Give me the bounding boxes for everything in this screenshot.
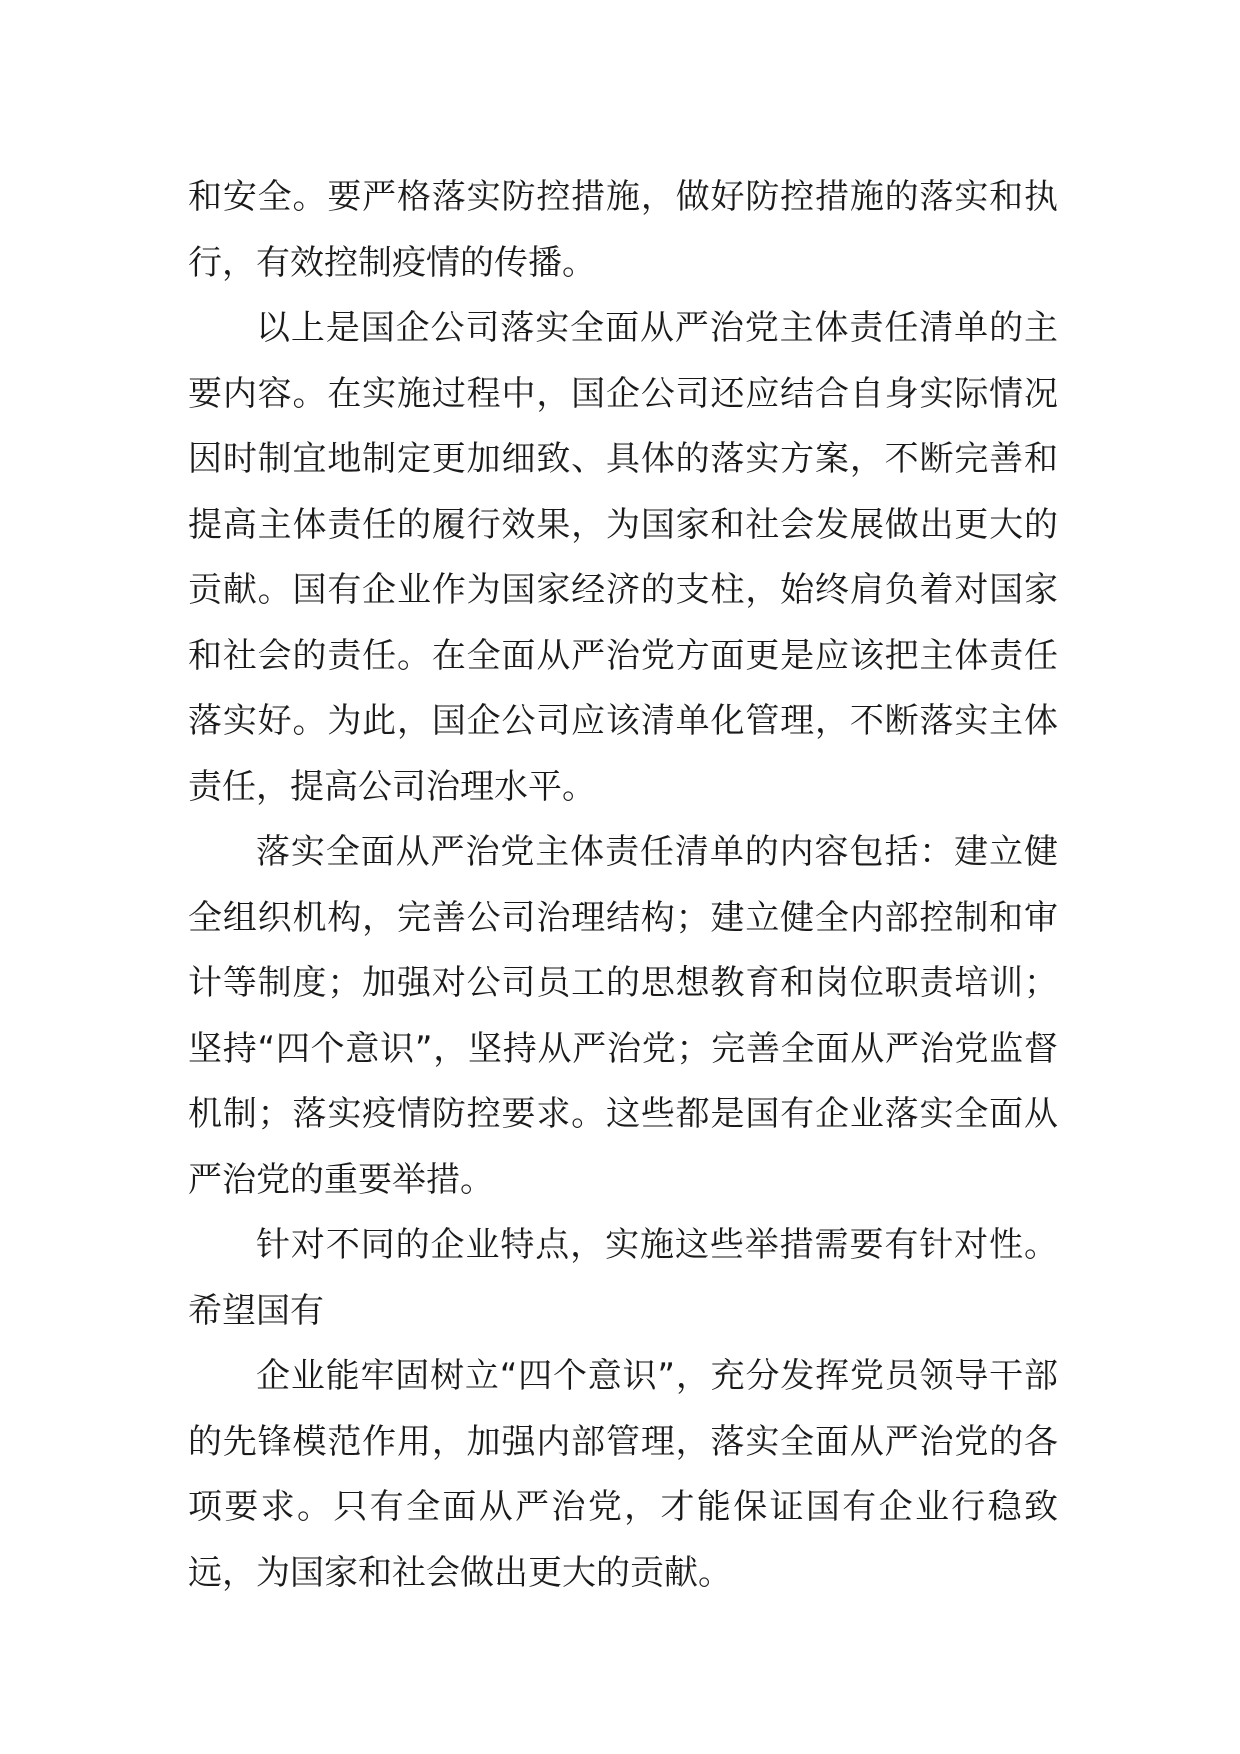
paragraph-summary: 以上是国企公司落实全面从严治党主体责任清单的主要内容。在实施过程中，国企公司还应结合自身实际情况因时制宜地制定更加细致、具体的落实方案，不断完善和提高主体责任的履行效果，为国家和社会发展做出更大的贡献。国有企业作为国家经济的支柱，始终肩负着对国家和社会的责任。在全面从严治党方面更是应该把主体责任落实好。为此，国企公司应该清单化管理，不断落实主体责任，提高公司治理水平。	[188, 308, 1058, 807]
paragraph-conclusion: 企业能牢固树立“四个意识”，充分发挥党员领导干部的先锋模范作用，加强内部管理，落实全面从严治党的各项要求。只有全面从严治党，才能保证国有企业行稳致远，为国家和社会做出更大的贡献。	[188, 1356, 1058, 1593]
paragraph-targeted-measures: 针对不同的企业特点，实施这些举措需要有针对性。希望国有	[188, 1225, 1058, 1331]
paragraph-continued: 和安全。要严格落实防控措施，做好防控措施的落实和执行，有效控制疫情的传播。	[188, 177, 1058, 283]
document-body	[188, 165, 1058, 1606]
paragraph-list-contents: 落实全面从严治党主体责任清单的内容包括：建立健全组织机构，完善公司治理结构；建立健全内部控制和审计等制度；加强对公司员工的思想教育和岗位职责培训；坚持“四个意识”，坚持从严治党；完善全面从严治党监督机制；落实疫情防控要求。这些都是国有企业落实全面从严治党的重要举措。	[188, 832, 1058, 1200]
